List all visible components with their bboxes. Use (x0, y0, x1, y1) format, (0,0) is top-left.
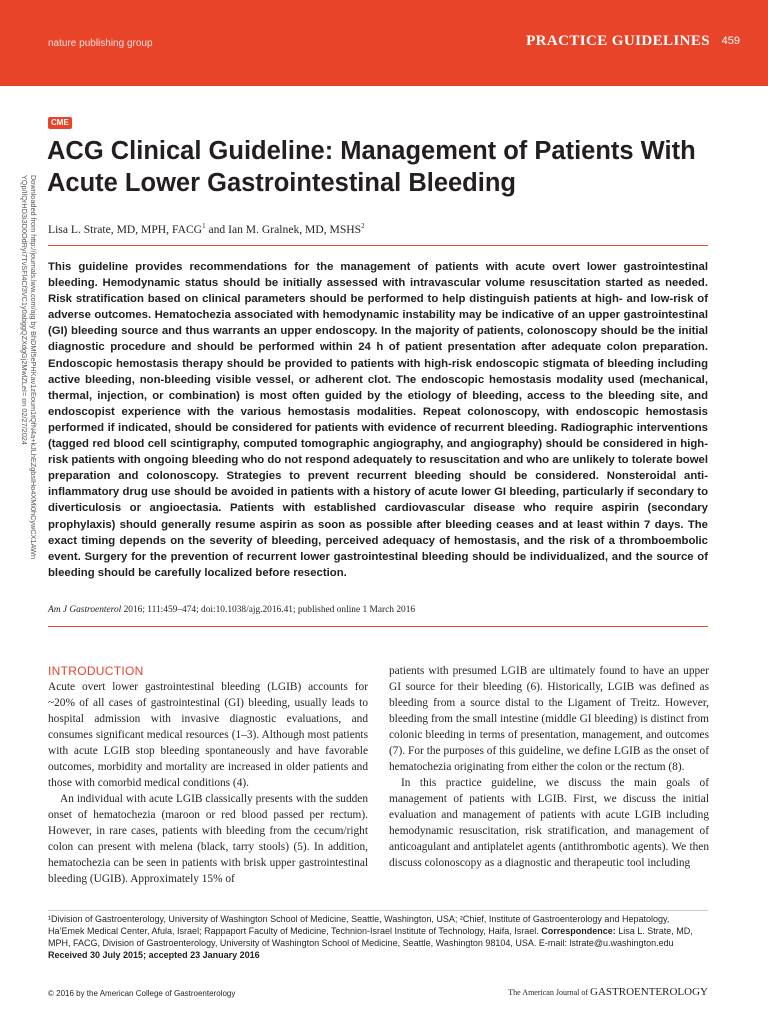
author-joiner: and (205, 222, 229, 236)
cme-badge: CME (48, 117, 72, 129)
journal-prefix: The American Journal of (508, 988, 591, 997)
citation-details: 2016; 111:459–474; doi:10.1038/ajg.2016.41; published online 1 March 2016 (121, 605, 416, 615)
journal-name (508, 986, 708, 998)
publisher-name: nature publishing group (48, 38, 153, 49)
affiliations-footnote (48, 913, 708, 949)
section-heading: INTRODUCTION (48, 664, 144, 678)
body-paragraph: Acute overt lower gastrointestinal bleeding (LGIB) accounts for ~20% of all cases of gastrointestinal (GI) bleeding, usually leads to hospital admission with invasive diagnostic evaluations, and consumes significant medical resources (1–3). Although most patients with acute LGIB stop bleeding spontaneously and have favorable outcomes, morbidity and mortality are increased in older patients and those with comorbid medical conditions (4). (48, 681, 368, 789)
article-title: ACG Clinical Guideline: Management of Patients With Acute Lower Gastrointestinal Bleeding (47, 137, 696, 197)
author-affiliation-marker: 1 (202, 222, 206, 230)
abstract: This guideline provides recommendations for the management of patients with acute overt lower gastrointestinal bleeding. Hemodynamic status should be initially assessed with intravascular volume resuscitation started as needed. Risk stratification based on clinical parameters should be performed to help distinguish patients at high- and low-risk of adverse outcomes. Hematochezia associated with hemodynamic instability may be indicative of an upper gastrointestinal (GI) bleeding source and thus warrants an upper endoscopy. In the majority of patients, colonoscopy should be the initial diagnostic procedure and should be performed within 24 h of patient presentation after adequate colon preparation. Endoscopic hemostasis therapy should be provided to patients with high-risk endoscopic stigmata of bleeding including active bleeding, non-bleeding visible vessel, or adherent clot. The endoscopic hemostasis modality used (mechanical, thermal, injection, or combination) is most often guided by the etiology of bleeding, access to the bleeding site, and endoscopist experience with the various hemostasis modalities. Repeat colonoscopy, with endoscopic hemostasis performed if indicated, should be considered for patients with evidence of recurrent bleeding. Radiographic interventions (tagged red blood cell scintigraphy, computed tomographic angiography, and angiography) should be considered in high-risk patients with ongoing bleeding who do not respond adequately to resuscitation and who are unlikely to tolerate bowel preparation and colonoscopy. Strategies to prevent recurrent bleeding should be considered. Nonsteroidal anti-inflammatory drug use should be avoided in patients with a history of acute lower GI bleeding, particularly if secondary to diverticulosis or angioectasia. Patients with established cardiovascular disease who require aspirin (secondary prophylaxis) should generally resume aspirin as soon as possible after bleeding ceases and at least within 7 days. The exact timing depends on the severity of bleeding, perceived adequacy of hemostasis, and the risk of a thromboembolic event. Surgery for the prevention of recurrent lower gastrointestinal bleeding should be individualized, and the source of bleeding should be carefully localized before resection. (48, 261, 708, 579)
download-line-1: Downloaded from http://journals.lww.com/ajg by BhDMf5ePHKav1zEoum1tQfN4a+kJLhEZgbsIHo4XMi0hCywCX1AWn (29, 175, 38, 559)
body-paragraph: An individual with acute LGIB classically presents with the sudden onset of hematochezia (maroon or red blood passed per rectum). However, in rare cases, patients with bleeding from the cecum/right colon can present with melena (black, tarry stools) (5). In addition, hematochezia can be seen in patients with brisk upper gastrointestinal bleeding (UGIB). Approximately 15% of (48, 793, 368, 885)
affiliations-text: ¹Division of Gastroenterology, University of Washington School of Medicine, Seattle, Washington, USA; ²Chief, Institute of Gastroenterology and Hepatology, Ha’Emek Medical Center, Afula, Israel; Rappaport Faculty of Medicine, Technion-Israel Institute of Technology, Haifa, Israel. (48, 914, 670, 936)
footnote-rule (48, 910, 708, 911)
author-list (48, 222, 365, 236)
abstract-bottom-rule (48, 626, 708, 627)
author-name: Ian M. Gralnek, MD, MSHS (228, 222, 362, 236)
author-name: Lisa L. Strate, MD, MPH, FACG (48, 222, 203, 236)
page-number: 459 (721, 35, 740, 47)
correspondence-text: Lisa L. Strate, MD, MPH, FACG, Division of Gastroenterology, University of Washington School of Medicine, Seattle, Washington 98104, USA. E-mail: lstrate@u.washington.edu (48, 926, 693, 948)
body-paragraph: In this practice guideline, we discuss the main goals of management of patients with LGIB. First, we discuss the initial evaluation and management of patients with acute LGIB including hemodynamic resuscitation, risk stratification, and management of anticoagulant and antiplatelet agents (antithrombotic agents). We then discuss colonoscopy as a diagnostic and therapeutic tool including (389, 777, 709, 869)
abstract-top-rule (48, 245, 708, 246)
header-bar (0, 0, 768, 86)
body-paragraph: patients with presumed LGIB are ultimately found to have an upper GI source for their bleeding (6). Historically, LGIB was defined as bleeding from a source distal to the Ligament of Treitz. However, bleeding from the small intestine (middle GI bleeding) is distinct from colonic bleeding in terms of presentation, management, and outcomes (7). For the purposes of this guideline, we define LGIB as the onset of hematochezia originating from either the colon or the rectum (8). (389, 665, 709, 773)
citation (48, 605, 415, 615)
download-line-2: YQp/IlQrHD3i3D0OdRyi7TvSFl4Cf3VC1y0abggQZXdgGj2MwlZLeI= on 02/27/2024 (20, 175, 29, 445)
section-label: PRACTICE GUIDELINES (526, 33, 710, 49)
correspondence-label: Correspondence: (541, 926, 616, 936)
author-affiliation-marker: 2 (361, 222, 365, 230)
body-column-right (389, 663, 709, 871)
download-notice-text (4, 175, 44, 635)
journal-title: GASTROENTEROLOGY (590, 986, 708, 998)
body-column-left (48, 663, 368, 887)
citation-journal: Am J Gastroenterol (48, 605, 122, 615)
copyright-notice: © 2016 by the American College of Gastroenterology (48, 989, 236, 998)
download-notice (4, 175, 44, 635)
received-dates: Received 30 July 2015; accepted 23 January 2016 (48, 950, 260, 960)
